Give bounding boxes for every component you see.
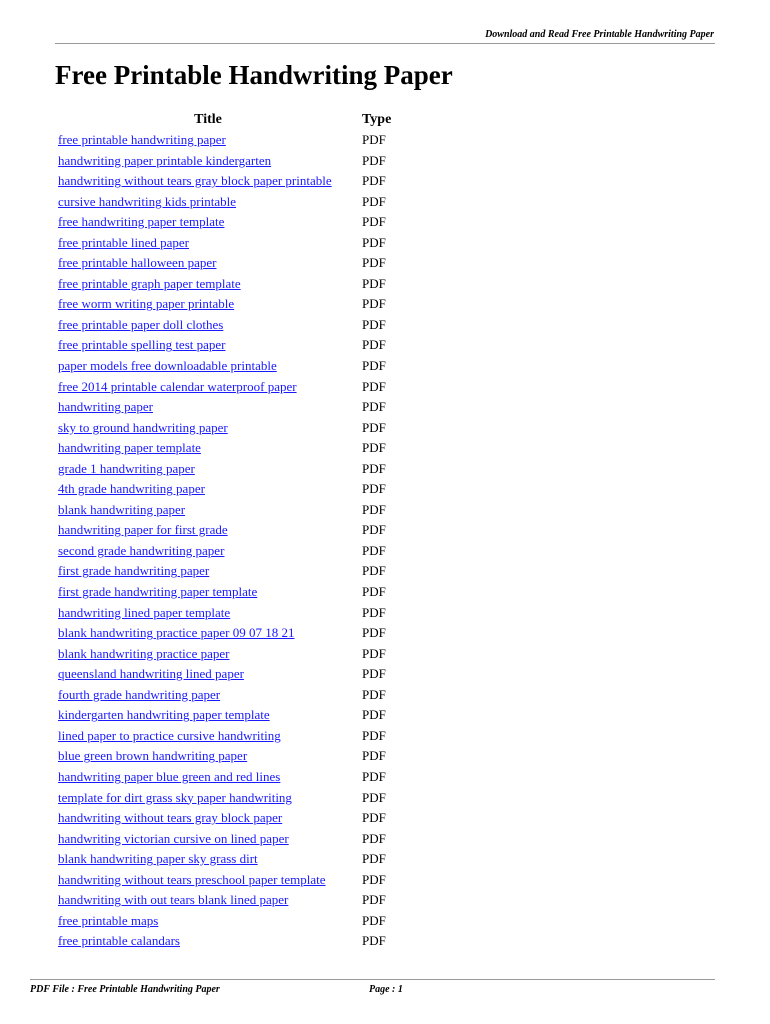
document-type: PDF [362,727,386,743]
list-item [58,316,458,337]
list-item [58,624,458,645]
list-item [58,254,458,275]
list-item [58,686,458,707]
list-item [58,439,458,460]
document-link[interactable]: template for dirt grass sky paper handwriting [58,789,292,805]
document-type: PDF [362,501,386,517]
list-item [58,419,458,440]
document-link[interactable]: queensland handwriting lined paper [58,666,244,682]
list-item [58,131,458,152]
list-item [58,501,458,522]
document-type: PDF [362,912,386,928]
document-type: PDF [362,830,386,846]
list-item [58,830,458,851]
document-link[interactable]: blank handwriting practice paper 09 07 18 21 [58,625,295,641]
document-link[interactable]: cursive handwriting kids printable [58,193,236,209]
list-item [58,357,458,378]
document-type: PDF [362,193,386,209]
document-title: Free Printable Handwriting Paper [55,60,453,90]
document-link[interactable]: kindergarten handwriting paper template [58,707,270,723]
document-link[interactable]: free printable handwriting paper [58,132,226,147]
list-item [58,747,458,768]
list-item [58,789,458,810]
document-type: PDF [362,234,386,250]
list-item [58,912,458,933]
document-link[interactable]: free printable lined paper [58,234,190,250]
list-item [58,583,458,604]
list-item [58,480,458,501]
list-item [58,234,458,255]
document-type: PDF [362,810,386,826]
document-type: PDF [362,768,386,784]
document-type: PDF [362,789,386,805]
list-item [58,295,458,316]
document-link[interactable]: 4th grade handwriting paper [58,481,205,497]
document-type: PDF [362,316,386,332]
list-item [58,398,458,419]
document-link[interactable]: free printable halloween paper [58,255,217,271]
list-item [58,665,458,686]
footer-divider [30,979,715,980]
document-link[interactable]: handwriting without tears gray block paper [58,810,283,826]
document-link[interactable]: free worm writing paper printable [58,296,235,312]
document-link[interactable]: handwriting paper for first grade [58,522,228,538]
document-link[interactable]: free printable graph paper template [58,275,241,291]
document-link[interactable]: free 2014 printable calendar waterproof paper [58,378,297,394]
document-link[interactable]: handwriting without tears preschool paper template [58,871,326,887]
document-link[interactable]: free printable spelling test paper [58,337,226,353]
document-type: PDF [362,440,386,456]
page-header: Download and Read Free Printable Handwriting Paper [485,29,714,40]
document-link[interactable]: second grade handwriting paper [58,542,225,558]
list-item [58,645,458,666]
header-divider [55,43,715,44]
document-type: PDF [362,645,386,661]
document-link[interactable]: handwriting lined paper template [58,604,231,620]
document-type: PDF [362,337,386,353]
document-link[interactable]: blank handwriting paper [58,501,186,517]
document-type: PDF [362,378,386,394]
document-type: PDF [362,255,386,271]
document-type: PDF [362,481,386,497]
document-type: PDF [362,358,386,374]
document-type: PDF [362,871,386,887]
column-header-type: Type [362,112,392,127]
list-item [58,891,458,912]
document-type: PDF [362,275,386,291]
document-type: PDF [362,542,386,558]
document-type: PDF [362,933,386,949]
list-item [58,727,458,748]
document-link[interactable]: handwriting paper blue green and red lines [58,768,281,784]
document-type: PDF [362,132,386,147]
document-link[interactable]: grade 1 handwriting paper [58,460,195,476]
list-item [58,562,458,583]
document-link[interactable]: blank handwriting practice paper [58,645,230,661]
document-type: PDF [362,748,386,764]
document-link[interactable]: first grade handwriting paper template [58,584,258,600]
footer-page-number: Page : 1 [369,984,403,995]
document-link[interactable]: blank handwriting paper sky grass dirt [58,851,258,867]
list-item [58,768,458,789]
document-link[interactable]: handwriting with out tears blank lined paper [58,892,289,908]
document-type: PDF [362,666,386,682]
list-item [58,460,458,481]
list-item [58,932,458,953]
document-type: PDF [362,296,386,312]
document-link[interactable]: fourth grade handwriting paper [58,686,221,702]
document-link[interactable]: free printable calandars [58,933,180,949]
document-type: PDF [362,707,386,723]
document-type: PDF [362,419,386,435]
document-type: PDF [362,522,386,538]
column-header-title: Title [194,112,222,127]
document-link[interactable]: free printable maps [58,912,159,928]
document-type: PDF [362,460,386,476]
document-type: PDF [362,152,386,168]
document-type: PDF [362,625,386,641]
document-link[interactable]: handwriting paper printable kindergarten [58,152,272,168]
list-item [58,521,458,542]
document-link[interactable]: free printable paper doll clothes [58,316,224,332]
document-link[interactable]: free handwriting paper template [58,214,225,230]
document-type: PDF [362,214,386,230]
document-type: PDF [362,584,386,600]
document-link[interactable]: handwriting victorian cursive on lined paper [58,830,289,846]
list-item [58,193,458,214]
document-link[interactable]: lined paper to practice cursive handwriting [58,727,281,743]
document-link[interactable]: paper models free downloadable printable [58,358,277,374]
document-link[interactable]: sky to ground handwriting paper [58,419,228,435]
document-type: PDF [362,851,386,867]
document-type: PDF [362,399,386,415]
list-item [58,213,458,234]
document-type: PDF [362,563,386,579]
list-item [58,336,458,357]
document-list [58,131,458,953]
document-type: PDF [362,892,386,908]
document-link[interactable]: blue green brown handwriting paper [58,748,248,764]
document-link[interactable]: first grade handwriting paper [58,563,210,579]
document-link[interactable]: handwriting paper [58,399,153,415]
list-item [58,542,458,563]
document-link[interactable]: handwriting paper template [58,440,201,456]
list-item [58,604,458,625]
list-item [58,172,458,193]
document-type: PDF [362,686,386,702]
list-item [58,275,458,296]
document-type: PDF [362,173,386,189]
document-type: PDF [362,604,386,620]
list-item [58,378,458,399]
document-link[interactable]: handwriting without tears gray block paper printable [58,173,332,189]
list-item [58,871,458,892]
footer-file-label: PDF File : Free Printable Handwriting Paper [30,984,220,995]
list-item [58,809,458,830]
list-item [58,152,458,173]
list-item [58,706,458,727]
list-item [58,850,458,871]
